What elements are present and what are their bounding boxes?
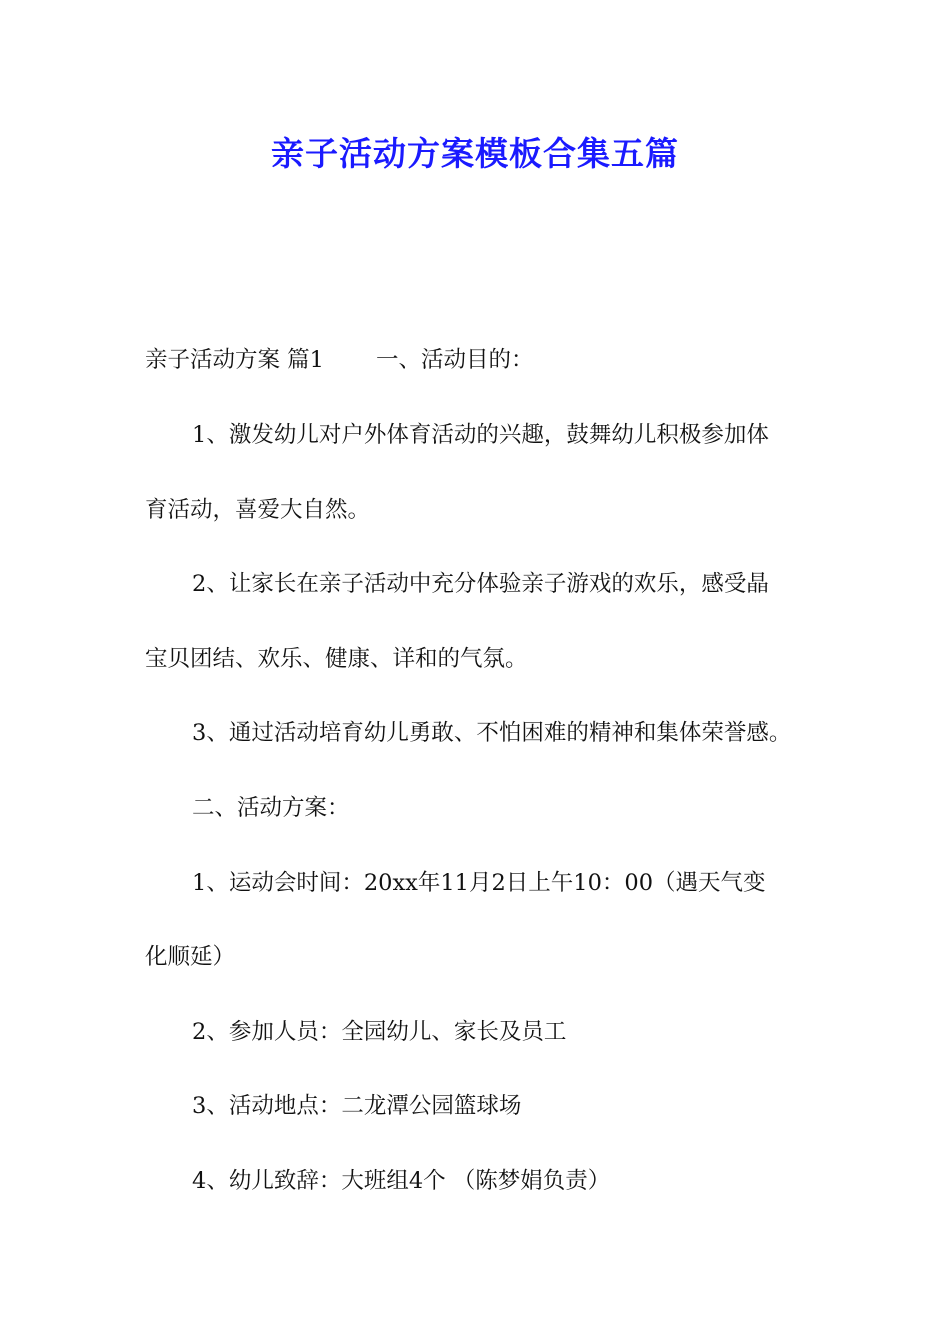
paragraph-item-1-line-2: 育活动，喜爱大自然。 — [145, 497, 371, 523]
section-line — [145, 345, 825, 375]
plan-item-2: 2、参加人员：全园幼儿、家长及员工 — [192, 1019, 567, 1045]
paragraph-item-2-line-2: 宝贝团结、欢乐、健康、详和的气氛。 — [145, 646, 528, 672]
heading-purpose: 一、活动目的： — [375, 347, 534, 373]
plan-item-1-line-1: 1、运动会时间：20xx年11月2日上午10：00（遇天气变 — [192, 870, 766, 896]
section-label: 亲子活动方案 篇1 — [145, 347, 324, 373]
paragraph-item-1-line-1: 1、激发幼儿对户外体育活动的兴趣，鼓舞幼儿积极参加体 — [192, 422, 769, 448]
heading-plan: 二、活动方案： — [192, 795, 350, 821]
paragraph-item-3: 3、通过活动培育幼儿勇敢、不怕困难的精神和集体荣誉感。 — [192, 720, 792, 746]
paragraph-item-2-line-1: 2、让家长在亲子活动中充分体验亲子游戏的欢乐，感受晶 — [192, 571, 769, 597]
document-title: 亲子活动方案模板合集五篇 — [271, 134, 679, 173]
plan-item-1-line-2: 化顺延） — [145, 944, 236, 970]
plan-item-3: 3、活动地点：二龙潭公园篮球场 — [192, 1093, 522, 1119]
plan-item-4: 4、幼儿致辞：大班组4个 （陈梦娟负责） — [192, 1168, 611, 1194]
